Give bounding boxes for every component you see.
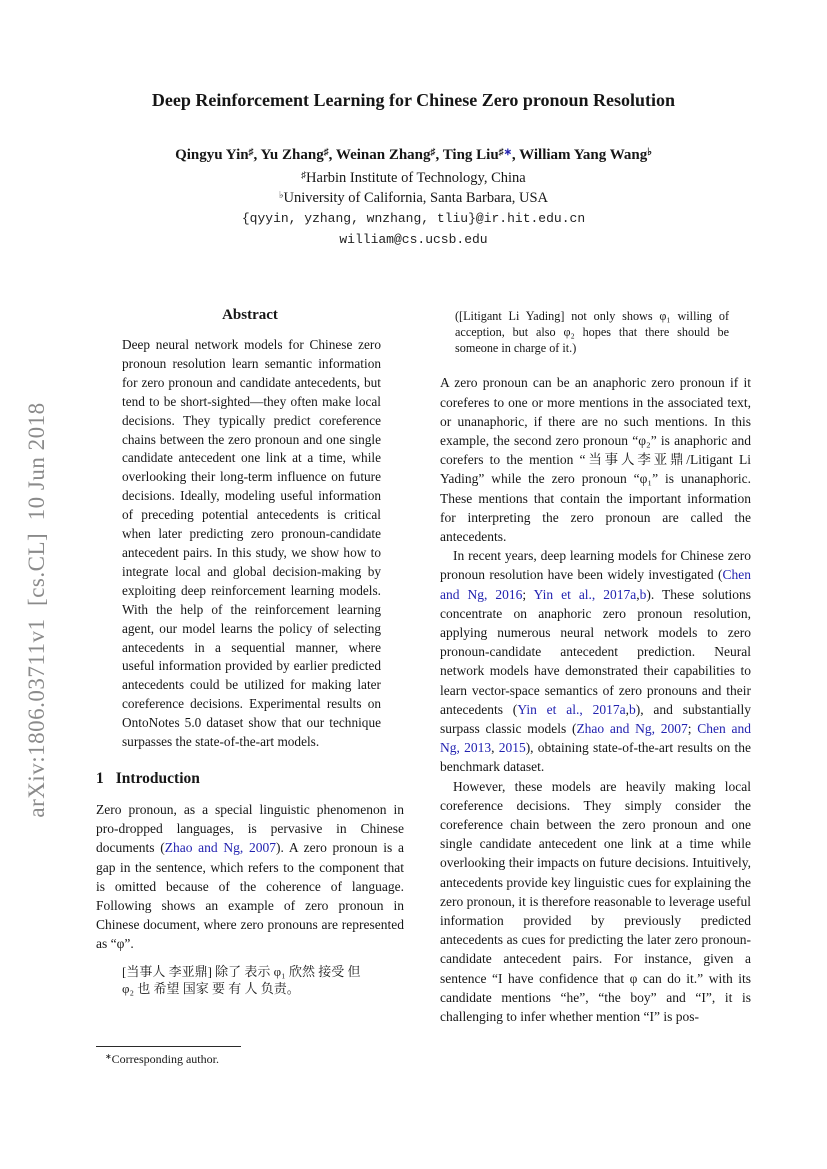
- text-segment: Yu Zhang: [260, 147, 324, 163]
- text-segment: ), obtaining state-of-the-art results on the benchmark dataset.: [440, 740, 752, 775]
- affiliation-harbin: [40, 170, 787, 187]
- abstract-text: Deep neural network models for Chinese zero pronoun resolution learn semantic information for zero pronoun and candidate antecedents, but tend to be short-sighted—they often make local decisions. They typically predict coreference chains between the zero pronoun and one single candidate antecedent one link at a time, while overlooking their long-term influence on future decisions. Ideally, modeling useful information of preceding potential antecedents is critical when later predicting zero pronoun-candidate antecedent pairs. In this study, we show how to integrate local and global decision-making by exploiting deep reinforcement learning models. With the help of the reinforcement learning agent, our model learns the policy of selecting antecedents in a sequential manner, where useful information provided by earlier predicted antecedents could be utilized for making later coreference decisions. Experimental results on OntoNotes 5.0 dataset show that our technique surpasses the state-of-the-art models.: [122, 337, 381, 750]
- introduction-paragraph: [96, 800, 404, 954]
- text-segment: Harbin Institute of Technology, China: [306, 170, 526, 186]
- text-segment: ♭: [278, 189, 284, 201]
- text-segment: ,: [328, 147, 336, 163]
- text-segment: ). These solutions concentrate on anaphoric zero pronoun resolution, applying numerous neural network models to zero pronoun-candidate antecedent prediction. Neural network models have demonstrated their capabilities to learn vector-space semantics of zero pronouns and their antecedents (: [440, 586, 752, 717]
- arxiv-watermark: arXiv:1806.03711v1 [cs.CL] 10 Jun 2018: [24, 402, 49, 818]
- text-segment: ;: [522, 586, 534, 602]
- text-segment: ,: [435, 147, 443, 163]
- paragraph-however: However, these models are heavily making local coreference decisions. They simply consider the coreference chain between the zero pronoun and one single candidate antecedent one link at a time while overlooking their impacts on future decisions. Intuitively, antecedents provide key linguistic cues for explaining the zero pronoun, it is therefore reasonable to leverage useful information provided by previously predicted antecedents as cues for predicting the later zero pronoun-candidate antecedent pairs. For instance, given a sentence “I have confidence that φ can do it.” with its candidate mentions “he”, “the boy” and “I”, it is challenging to infer whether mention “I” is pos-: [440, 778, 751, 1025]
- text-segment: Qingyu Yin: [175, 147, 249, 163]
- citation-link[interactable]: Zhao and Ng, 2007: [164, 840, 277, 856]
- affiliation-ucsb: [40, 190, 787, 207]
- text-segment: ♯: [323, 146, 329, 158]
- english-translation-example: ([Litigant Li Yading] not only shows φ₁ willing of acception, but also φ₂ hopes that there should be someone in charge of it.): [455, 309, 729, 355]
- text-segment: ♯: [498, 146, 504, 158]
- text-segment: ,: [636, 586, 640, 602]
- citation-link[interactable]: Chen and Ng, 2016: [440, 567, 751, 602]
- citation-link[interactable]: Yin et al., 2017a: [517, 701, 626, 717]
- text-segment: ), and substantially surpass classic models (: [440, 701, 751, 737]
- footnote-divider: [96, 1046, 241, 1047]
- chinese-example: [122, 963, 404, 998]
- text-segment: ♭: [647, 146, 652, 158]
- email-hit: {qyyin, yzhang, wnzhang, tliu}@ir.hit.edu.cn: [241, 211, 586, 226]
- section-heading-introduction: [96, 770, 404, 788]
- text-segment: ♯: [301, 169, 307, 181]
- chinese-example-line2: φ₂ 也 希望 国家 要 有 人 负责。: [122, 981, 300, 997]
- email-ucsb: william@cs.ucsb.edu: [339, 232, 488, 247]
- citation-link[interactable]: b: [639, 586, 647, 602]
- text-segment: ∗: [105, 1052, 112, 1062]
- paragraph-anaphoric: A zero pronoun can be an anaphoric zero pronoun if it coreferes to one or more mentions in the associated text, or unanaphoric, if there are no such mentions. In this example, the second zero pronoun “φ₂” is anaphoric and corefers to the mention “当事人李亚鼎/Litigant Li Yading” while the zero pronoun “φ₁” is unanaphoric. These mentions that contain the important information for interpreting the zero pronoun are called the antecedents.: [440, 375, 751, 545]
- text-segment: ♯: [248, 146, 254, 158]
- text-segment: Weinan Zhang: [335, 147, 431, 163]
- text-segment: ♯: [430, 146, 436, 158]
- text-segment: Zero pronoun, as a special linguistic phenomenon in pro-dropped languages, is pervasive in Chinese documents (: [96, 801, 404, 856]
- corresponding-author-footnote: [96, 1052, 404, 1067]
- text-segment: William Yang Wang: [519, 147, 648, 163]
- citation-link[interactable]: ∗: [503, 146, 512, 158]
- footnote-block: [96, 1040, 404, 1067]
- paragraph-recent-years: [440, 546, 751, 776]
- abstract-heading: Abstract: [222, 307, 278, 323]
- text-segment: Ting Liu: [442, 147, 499, 163]
- left-column: [96, 307, 404, 998]
- author-line: [40, 147, 787, 164]
- right-column: [440, 309, 751, 1026]
- citation-link[interactable]: Chen and Ng, 2013: [440, 721, 751, 756]
- citation-link[interactable]: b: [628, 701, 636, 717]
- citation-link[interactable]: 2015: [498, 740, 526, 756]
- text-segment: ,: [253, 147, 261, 163]
- section-title: Introduction: [115, 769, 200, 787]
- text-segment: ). A zero pronoun is a gap in the sentence, which refers to the component that is omitted because of the coherence of language. Following shows an example of zero pronoun in Chinese document, where zero pronouns are represented as “φ”.: [96, 840, 404, 952]
- citation-link[interactable]: Yin et al., 2017a: [533, 586, 637, 602]
- citation-link[interactable]: Zhao and Ng, 2007: [576, 721, 688, 737]
- chinese-example-line1: [当事人 李亚鼎] 除了 表示 φ₁ 欣然 接受 但: [122, 963, 361, 979]
- text-segment: ,: [625, 701, 629, 717]
- section-number: 1: [96, 769, 104, 787]
- text-segment: University of California, Santa Barbara, USA: [283, 190, 549, 206]
- text-segment: ,: [511, 147, 520, 163]
- text-segment: Corresponding author.: [111, 1052, 219, 1066]
- text-segment: ,: [491, 740, 499, 756]
- text-segment: ;: [687, 721, 698, 737]
- paper-title: Deep Reinforcement Learning for Chinese Zero pronoun Resolution: [151, 90, 676, 110]
- text-segment: In recent years, deep learning models for Chinese zero pronoun resolution have been widely investigated (: [440, 548, 751, 583]
